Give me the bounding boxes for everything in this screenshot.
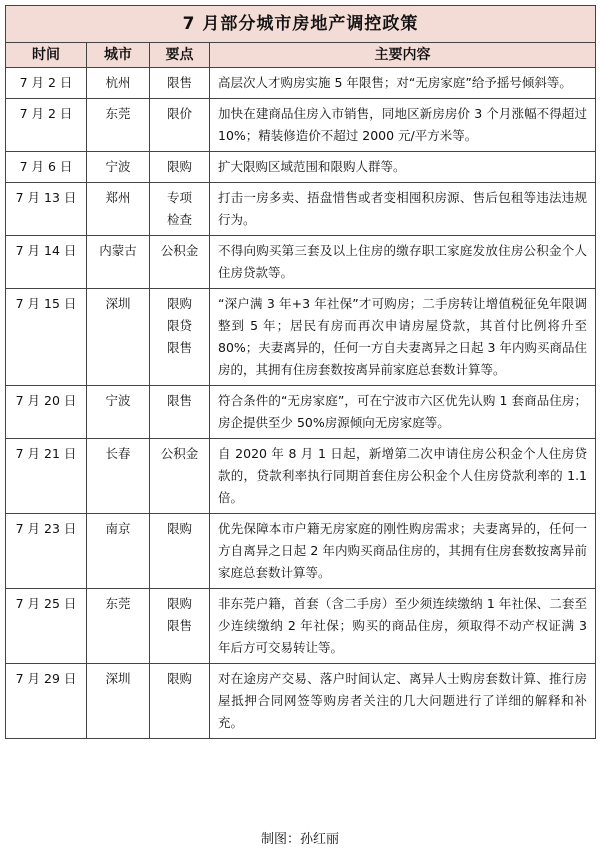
row-city: 深圳 [87, 289, 150, 386]
key-point-tag: 限购 [166, 521, 192, 536]
row-city: 宁波 [87, 152, 150, 183]
row-key-points [150, 68, 210, 99]
row-date: 7 月 23 日 [6, 514, 87, 589]
table-body [6, 68, 596, 739]
header-date: 时间 [6, 43, 87, 68]
row-key-points [150, 99, 210, 152]
key-point-tag: 限价 [166, 106, 192, 121]
key-point-tag: 限售 [166, 340, 192, 355]
credit-line: 制图：孙红丽 [260, 832, 339, 847]
key-point-tag: 专项 [166, 190, 192, 205]
row-date: 7 月 20 日 [6, 386, 87, 439]
table-row [6, 68, 596, 99]
key-point-tag: 限购 [166, 671, 192, 686]
row-content: 符合条件的“无房家庭”，可在宁波市六区优先认购 1 套商品住房；房企提供至少 50%房源倾向无房家庭等。 [210, 386, 596, 439]
row-date: 7 月 2 日 [6, 68, 87, 99]
row-content: 非东莞户籍，首套（含二手房）至少须连续缴纳 1 年社保、二套至少连续缴纳 2 年社保；购买的商品住房，须取得不动产权证满 3 年后方可交易转让等。 [210, 589, 596, 664]
row-date: 7 月 6 日 [6, 152, 87, 183]
row-key-points [150, 236, 210, 289]
table-row [6, 236, 596, 289]
row-key-points [150, 183, 210, 236]
key-point-tag: 限购 [166, 596, 192, 611]
row-key-points [150, 439, 210, 514]
row-content: 打击一房多卖、捂盘惜售或者变相囤积房源、售后包租等违法违规行为。 [210, 183, 596, 236]
table-row [6, 289, 596, 386]
row-key-points [150, 664, 210, 739]
row-date: 7 月 13 日 [6, 183, 87, 236]
policy-table [5, 5, 596, 739]
row-date: 7 月 29 日 [6, 664, 87, 739]
row-city: 深圳 [87, 664, 150, 739]
table-row [6, 514, 596, 589]
row-content: 高层次人才购房实施 5 年限售；对“无房家庭”给予摇号倾斜等。 [210, 68, 596, 99]
header-row [6, 43, 596, 68]
row-content: 加快在建商品住房入市销售，同地区新房房价 3 个月涨幅不得超过 10%；精装修造价不超过 2000 元/平方米等。 [210, 99, 596, 152]
header-key: 要点 [150, 43, 210, 68]
table-title: 7 月部分城市房地产调控政策 [6, 6, 596, 43]
row-key-points [150, 514, 210, 589]
key-point-tag: 公积金 [160, 243, 199, 258]
row-content: 优先保障本市户籍无房家庭的刚性购房需求；夫妻离异的，任何一方自离异之日起 2 年内购买商品住房的，其拥有住房套数按离异前家庭总套数计算等。 [210, 514, 596, 589]
row-key-points [150, 386, 210, 439]
table-row [6, 589, 596, 664]
row-city: 南京 [87, 514, 150, 589]
header-city: 城市 [87, 43, 150, 68]
table-row [6, 439, 596, 514]
header-content: 主要内容 [210, 43, 596, 68]
table-row [6, 386, 596, 439]
row-content: 扩大限购区域范围和限购人群等。 [210, 152, 596, 183]
row-city: 长春 [87, 439, 150, 514]
key-point-tag: 限贷 [166, 318, 192, 333]
row-city: 郑州 [87, 183, 150, 236]
row-key-points [150, 152, 210, 183]
key-point-tag: 限购 [166, 159, 192, 174]
key-point-tag: 限售 [166, 75, 192, 90]
table-row [6, 664, 596, 739]
row-content: 对在途房产交易、落户时间认定、离异人士购房套数计算、推行房屋抵押合同网签等购房者关注的几大问题进行了详细的解释和补充。 [210, 664, 596, 739]
row-city: 东莞 [87, 99, 150, 152]
title-row [6, 6, 596, 43]
row-date: 7 月 25 日 [6, 589, 87, 664]
key-point-tag: 限购 [166, 296, 192, 311]
key-point-tag: 限售 [166, 618, 192, 633]
key-point-tag: 公积金 [160, 446, 199, 461]
row-city: 东莞 [87, 589, 150, 664]
row-content: 自 2020 年 8 月 1 日起，新增第二次申请住房公积金个人住房贷款的，贷款利率执行同期首套住房公积金个人住房贷款利率的 1.1 倍。 [210, 439, 596, 514]
key-point-tag: 检查 [166, 212, 192, 227]
row-content: 不得向购买第三套及以上住房的缴存职工家庭发放住房公积金个人住房贷款等。 [210, 236, 596, 289]
table-row [6, 183, 596, 236]
row-content: “深户满 3 年+3 年社保”才可购房；二手房转让增值税征免年限调整到 5 年；居民有房而再次申请房屋贷款，其首付比例将升至 80%；夫妻离异的，任何一方自夫妻离异之日起 3 年内购买商品住房的，其拥有住房套数按离异前家庭总套数计算等。 [210, 289, 596, 386]
table-row [6, 152, 596, 183]
row-date: 7 月 2 日 [6, 99, 87, 152]
row-city: 杭州 [87, 68, 150, 99]
row-city: 内蒙古 [87, 236, 150, 289]
row-date: 7 月 21 日 [6, 439, 87, 514]
row-key-points [150, 289, 210, 386]
row-date: 7 月 14 日 [6, 236, 87, 289]
key-point-tag: 限售 [166, 393, 192, 408]
row-key-points [150, 589, 210, 664]
row-date: 7 月 15 日 [6, 289, 87, 386]
table-row [6, 99, 596, 152]
row-city: 宁波 [87, 386, 150, 439]
